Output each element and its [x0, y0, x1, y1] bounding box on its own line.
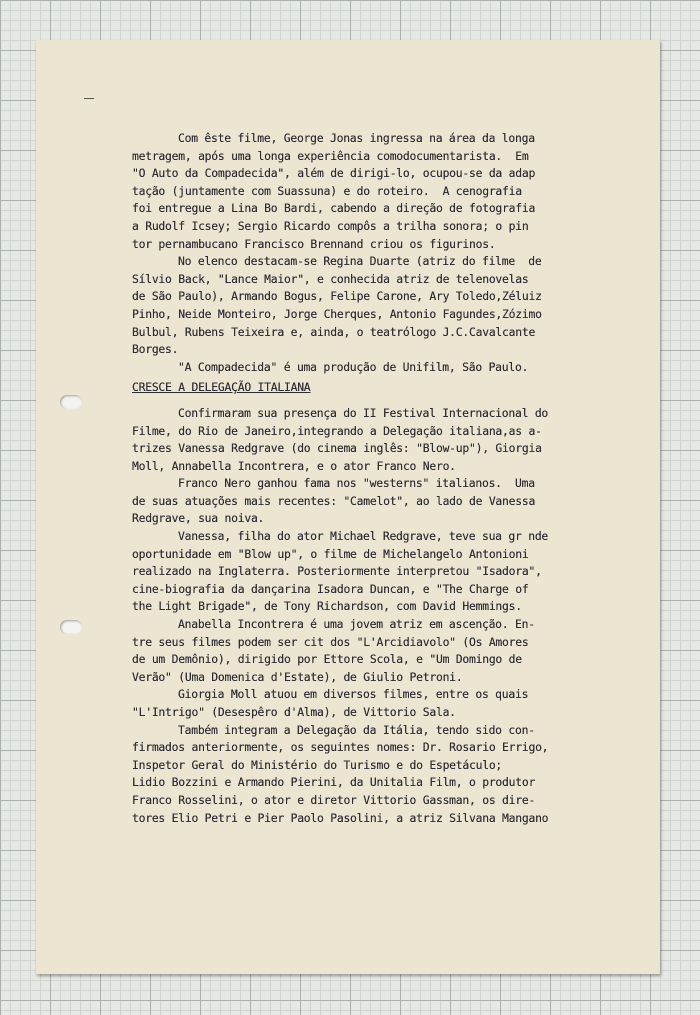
paragraph-delegation-confirmed	[132, 405, 632, 475]
text-line: Com êste filme, George Jonas ingressa na área da longa	[178, 131, 535, 145]
punch-hole-bottom	[60, 620, 82, 634]
text-line: de um Demônio), dirigido por Ettore Scola, e "Um Domingo de	[132, 652, 522, 667]
text-line: Borges.	[132, 342, 179, 357]
text-line: a Rudolf Icsey; Sergio Ricardo compôs a trilha sonora; o pin	[132, 218, 529, 233]
text-line: Lidio Bozzini e Armando Pierini, da Unitalia Film, o produtor	[132, 775, 536, 790]
text-line: "L'Intrigo" (Desespêro d'Alma), de Vittorio Sala.	[132, 705, 456, 719]
text-line: tores Elio Petri e Pier Paolo Pasolini, a atriz Silvana Mangano	[132, 810, 549, 825]
punch-hole-top	[60, 395, 82, 409]
document-sheet	[36, 40, 660, 974]
text-line: firmados anteriormente, os seguintes nomes: Dr. Rosario Errigo,	[132, 740, 549, 755]
text-line: Moll, Annabella Incontrera, e o ator Franco Nero.	[132, 458, 456, 473]
typed-text-body	[132, 130, 632, 827]
paragraph-giorgia-moll	[132, 686, 632, 721]
text-line: Redgrave, sua noiva.	[132, 511, 265, 526]
text-line: Filme, do Rio de Janeiro,integrando a Delegação italiana,as a-	[132, 423, 542, 438]
paragraph-compadecida-cast	[132, 253, 632, 359]
text-line: Giorgia Moll atuou em diversos filmes, entre os quais	[178, 687, 529, 702]
margin-mark	[84, 98, 94, 99]
paragraph-anabella-incontrera	[132, 616, 632, 686]
text-line: trizes Vanessa Redgrave (do cinema inglês: "Blow-up"), Giorgia	[132, 441, 542, 456]
text-line: Inspetor Geral do Ministério do Turismo e do Espetáculo;	[132, 757, 503, 772]
paragraph-compadecida-production	[132, 359, 632, 377]
text-line: Verão" (Uma Domenica d'Estate), de Giulio Petroni.	[132, 669, 463, 684]
text-line: tor pernambucano Francisco Brennand criou os figurinos.	[132, 236, 496, 251]
text-line: Sílvio Back, "Lance Maior", e conhecida atriz de telenovelas	[132, 271, 529, 286]
text-line: foi entregue a Lina Bo Bardi, cabendo a direção de fotografia	[132, 201, 536, 216]
paragraph-franco-nero	[132, 475, 632, 528]
text-line: No elenco destacam-se Regina Duarte (atriz do filme de	[178, 254, 542, 269]
paragraph-vanessa-redgrave	[132, 528, 632, 616]
section-heading: CRESCE A DELEGAÇÃO ITALIANA	[132, 380, 311, 395]
text-line: oportunidade em "Blow up", o filme de Michelangelo Antonioni	[132, 546, 529, 561]
text-line: Bulbul, Rubens Teixeira e, ainda, o teatrólogo J.C.Cavalcante	[132, 324, 536, 339]
text-line: metragem, após uma longa experiência comodocumentarista. Em	[132, 148, 529, 163]
paragraph-delegation-members	[132, 722, 632, 828]
text-line: Também integram a Delegação da Itália, tendo sido con-	[178, 722, 535, 737]
text-line: Franco Nero ganhou fama nos "westerns" italianos. Uma	[178, 476, 535, 491]
paragraph-compadecida-crew	[132, 130, 632, 253]
text-line: de suas atuações mais recentes: "Camelot", ao lado de Vanessa	[132, 493, 536, 508]
text-line: tação (juntamente com Suassuna) e do roteiro. A cenografia	[132, 183, 522, 198]
text-line: tre seus filmes podem ser cit dos "L'Arcidiavolo" (Os Amores	[132, 634, 529, 649]
text-line: Franco Rosselini, o ator e diretor Vittorio Gassman, os dire-	[132, 792, 536, 807]
text-line: realizado na Inglaterra. Posteriormente interpretou "Isadora",	[132, 564, 542, 579]
text-line: Anabella Incontrera é uma jovem atriz em ascenção. En-	[178, 617, 535, 632]
text-line: "O Auto da Compadecida", além de dirigi-lo, ocupou-se da adap	[132, 166, 536, 181]
text-line: cine-biografia da dançarina Isadora Duncan, e "The Charge of	[132, 581, 529, 596]
text-line: Vanessa, filha do ator Michael Redgrave, teve sua gr nde	[178, 529, 549, 544]
text-line: "A Compadecida" é uma produção de Unifilm, São Paulo.	[178, 359, 529, 374]
text-line: Pinho, Neide Monteiro, Jorge Cherques, Antonio Fagundes,Zózimo	[132, 306, 542, 321]
text-line: the Light Brigade", de Tony Richardson, com David Hemmings.	[132, 599, 522, 614]
text-line: Confirmaram sua presença do II Festival Internacional do	[178, 405, 549, 420]
text-line: de São Paulo), Armando Bogus, Felipe Carone, Ary Toledo,Zéluiz	[132, 289, 542, 304]
